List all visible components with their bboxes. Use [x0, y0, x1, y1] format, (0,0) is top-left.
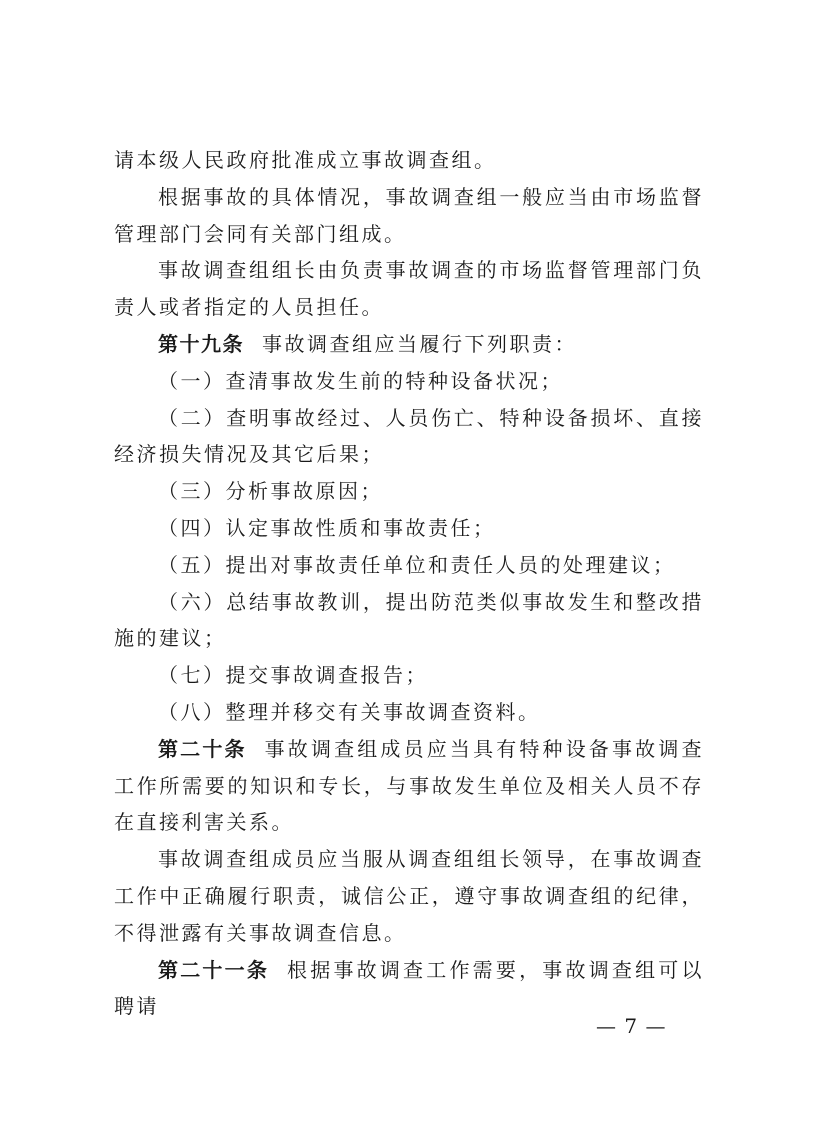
paragraph-text: 请本级人民政府批准成立事故调查组。 [114, 148, 497, 172]
list-item [114, 473, 704, 510]
paragraph [114, 841, 704, 951]
list-item-text: （三）分析事故原因； [158, 479, 383, 504]
list-item-text: （六）总结事故教训，提出防范类似事故发生和整改措施的建议； [114, 589, 704, 651]
paragraph-continuation [114, 142, 704, 179]
list-item [114, 547, 704, 584]
paragraph-text: 根据事故调查工作需要，事故调查组可以聘请 [114, 957, 705, 1019]
article-heading: 第二十一条 [158, 957, 270, 982]
list-item-text: （四）认定事故性质和事故责任； [158, 515, 496, 540]
list-item-text: （八）整理并移交有关事故调查资料。 [158, 699, 541, 724]
paragraph-text: 事故调查组成员应当服从调查组组长领导，在事故调查工作中正确履行职责，诚信公正，遵守事故调查组的纪律，不得泄露有关事故调查信息。 [114, 847, 704, 945]
paragraph [114, 252, 704, 326]
list-item-text: （二）查明事故经过、人员伤亡、特种设备损坏、直接经济损失情况及其它后果； [114, 405, 704, 467]
list-item [114, 657, 704, 694]
paragraph-text: 事故调查组组长由负责事故调查的市场监督管理部门负责人或者指定的人员担任。 [114, 258, 704, 320]
page-number: — 7 — [596, 1014, 667, 1038]
list-item [114, 363, 704, 400]
list-item [114, 584, 704, 658]
paragraph-text: 事故调查组应当履行下列职责： [262, 331, 577, 356]
list-item [114, 694, 704, 731]
paragraph [114, 179, 704, 253]
body-text [114, 142, 704, 1025]
paragraph-text: 事故调查组成员应当具有特种设备事故调查工作所需要的知识和专长，与事故发生单位及相关人员不存在直接利害关系。 [114, 736, 705, 835]
list-item-text: （五）提出对事故责任单位和责任人员的处理建议； [158, 552, 676, 577]
article-19 [114, 326, 704, 363]
list-item-text: （七）提交事故调查报告； [158, 663, 428, 688]
paragraph-text: 根据事故的具体情况，事故调查组一般应当由市场监督管理部门会同有关部门组成。 [114, 184, 704, 246]
article-heading: 第二十条 [158, 736, 247, 761]
list-item [114, 510, 704, 547]
article-20 [114, 731, 704, 841]
article-heading: 第十九条 [158, 331, 244, 356]
list-item-text: （一）查清事故发生前的特种设备状况； [158, 368, 563, 393]
list-item [114, 400, 704, 474]
